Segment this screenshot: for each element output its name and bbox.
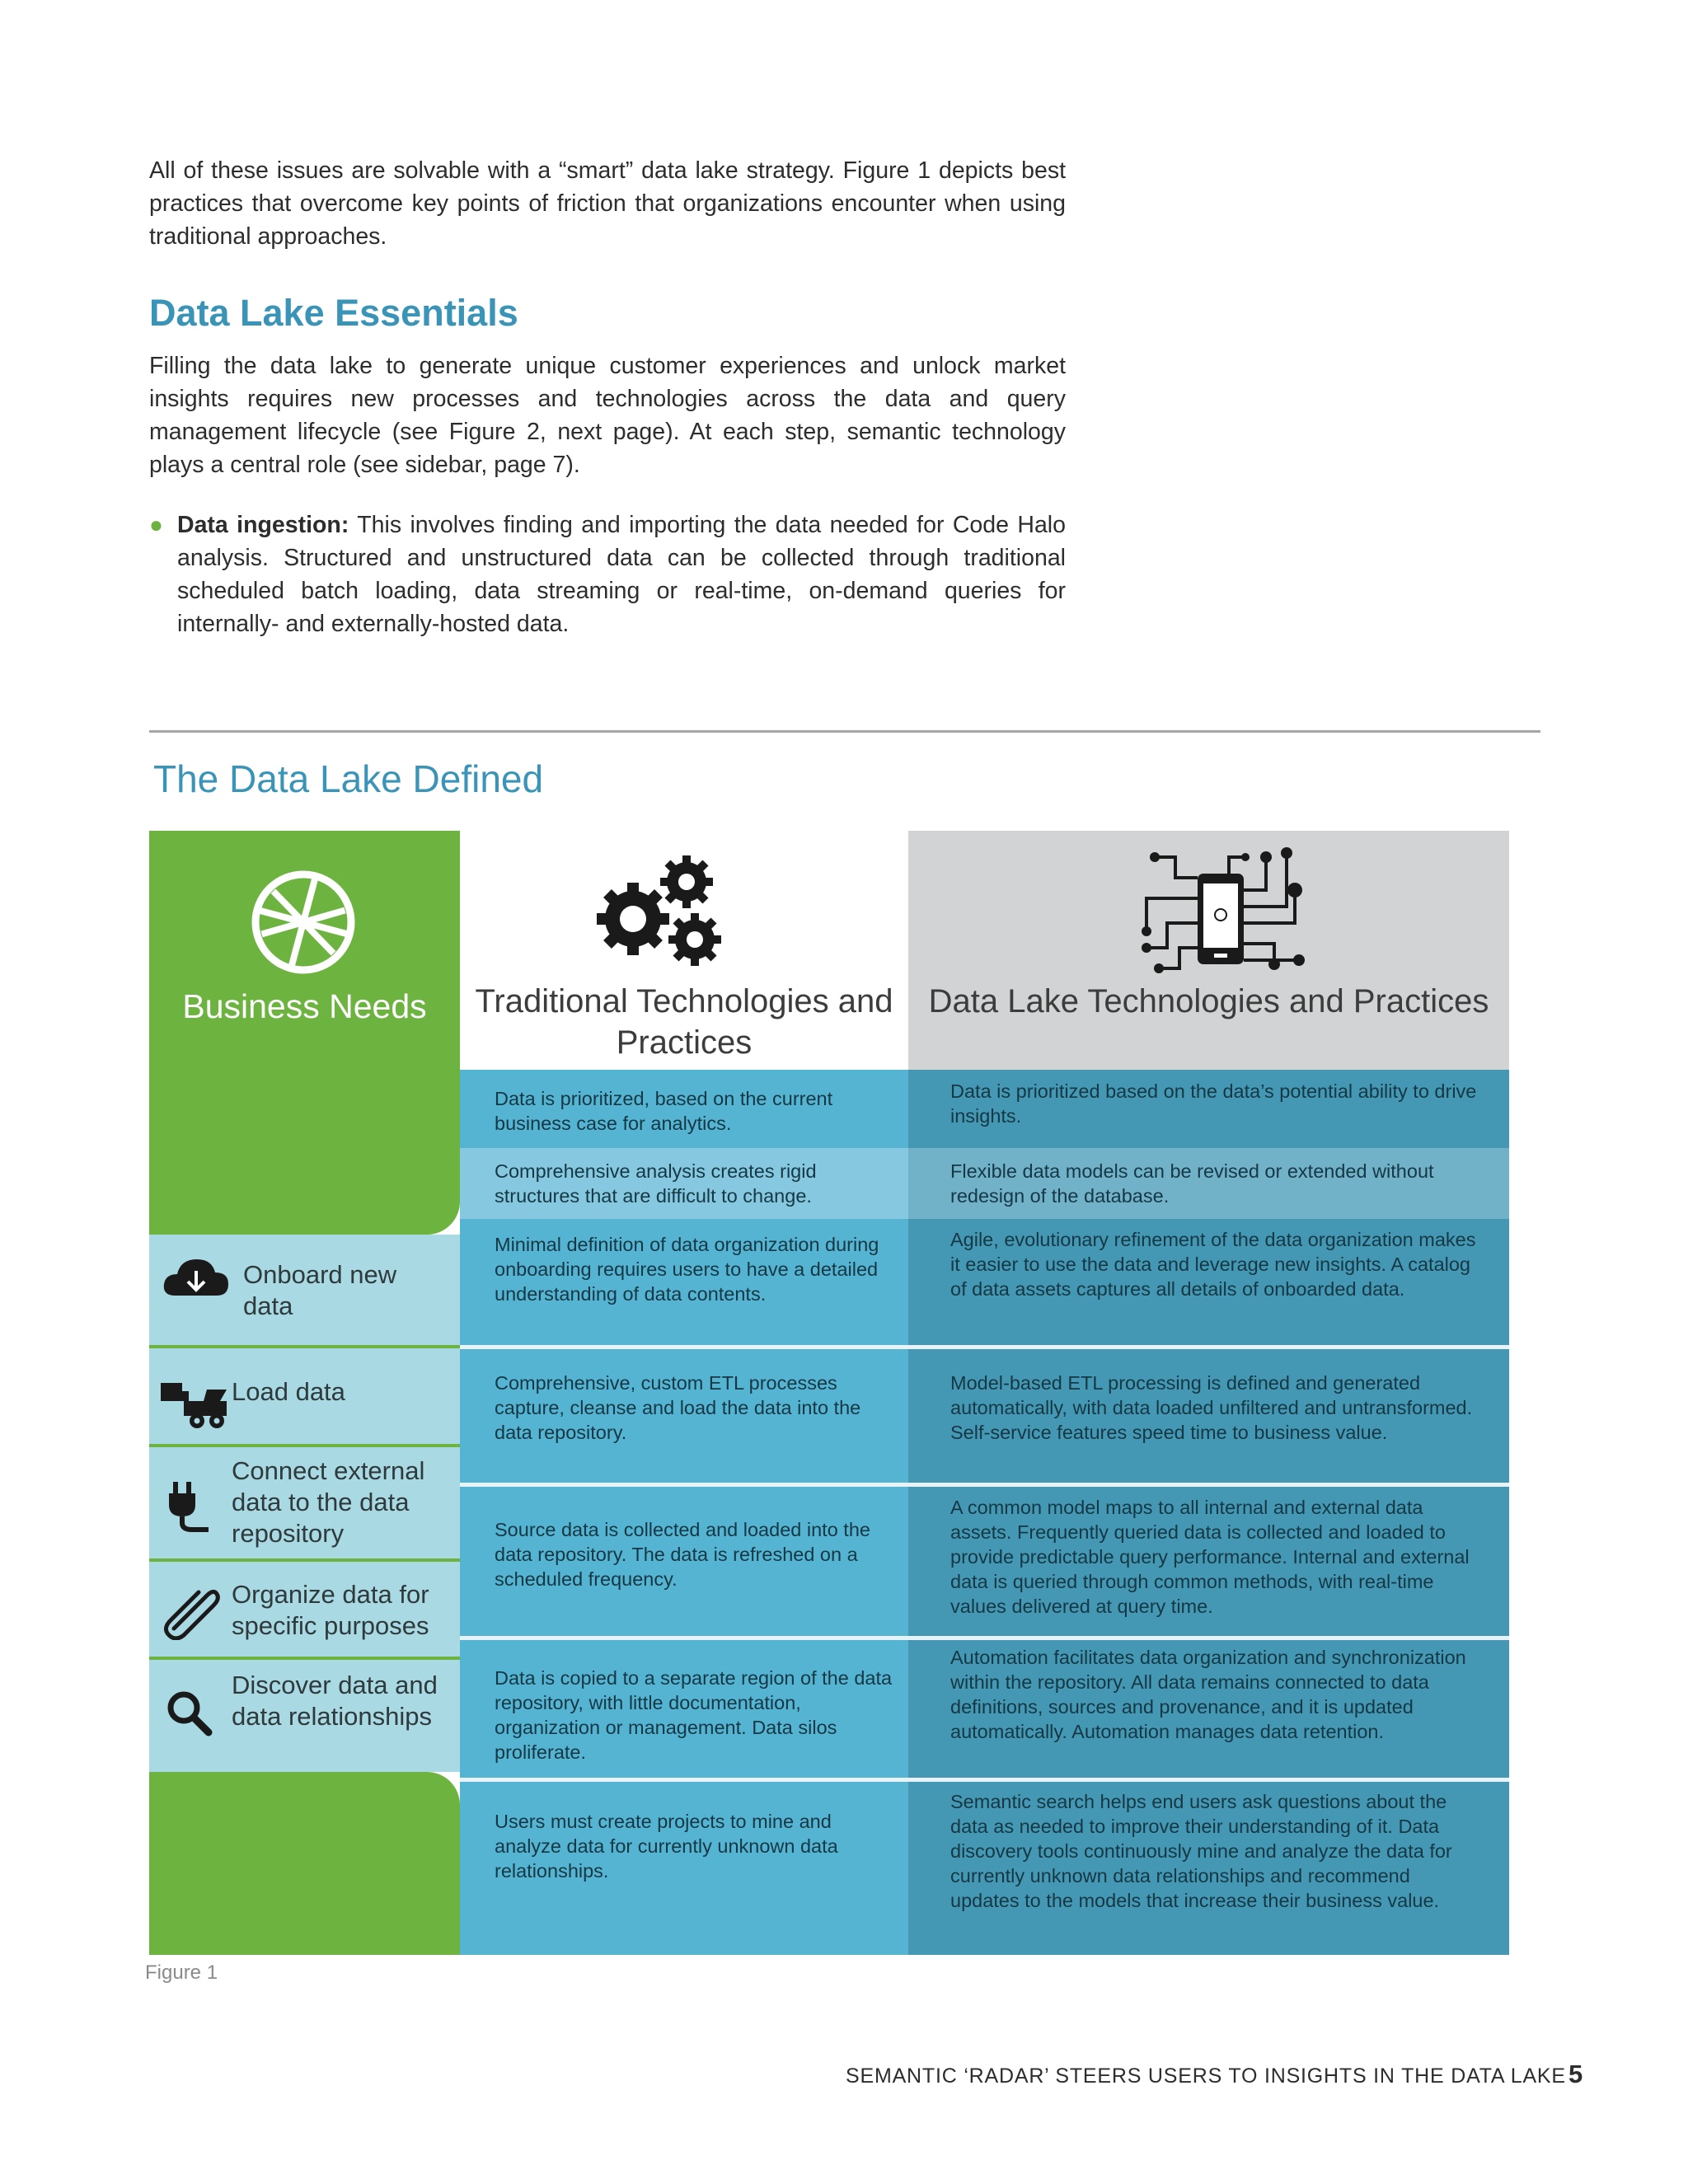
plug-icon [166, 1475, 217, 1533]
step-label: Load data [232, 1377, 345, 1406]
circuit-phone-icon [1130, 841, 1311, 981]
step-label: Discover data and data relationships [232, 1671, 438, 1731]
lake-title: Data Lake Technologies and Practices [928, 983, 1489, 1019]
globe-icon [250, 869, 357, 976]
section-heading: Data Lake Essentials [149, 292, 518, 334]
bullet-dot-icon: ● [149, 512, 163, 537]
traditional-cell: Source data is collected and loaded into the data repository. The data is refreshed on a scheduled frequency. [495, 1519, 870, 1590]
step-divider [149, 1444, 460, 1447]
business-needs-footer-panel [149, 1772, 460, 1955]
bullet-body: This involves finding and importing the data needed for Code Halo analysis. Structured and unstructured data can be collected through traditional scheduled batch loading, data streaming or real-time, on-demand queries for internally- and externally-hosted data. [177, 512, 1066, 637]
lake-cell: Automation facilitates data organization and synchronization within the repository. All data remains connected to data definitions, sources and provenance, and it is updated automatically. Automation manages data retention. [950, 1647, 1466, 1742]
bullet-item [149, 509, 1066, 640]
business-needs-title: Business Needs [182, 987, 427, 1025]
traditional-cell: Data is copied to a separate region of the data repository, with little documentation, organization or management. Data silos proliferate. [495, 1667, 893, 1763]
divider [149, 730, 1540, 733]
magnifier-icon [164, 1688, 213, 1737]
footer-title: SEMANTIC ‘RADAR’ STEERS USERS TO INSIGHTS IN THE DATA LAKE [846, 2064, 1566, 2088]
step-divider [149, 1558, 460, 1562]
lake-cell: Semantic search helps end users ask questions about the data as needed to improve their understanding of it. Data discovery tools continuously mine and analyze the data for currently unknown data relationships and recommend updates to the models that increase their business value. [950, 1791, 1452, 1911]
intro-paragraph: All of these issues are solvable with a “smart” data lake strategy. Figure 1 depicts best practices that overcome key points of friction that organizations encounter when using traditional approaches. [149, 157, 1066, 250]
step-divider [149, 1345, 460, 1348]
cloud-download-icon [161, 1253, 232, 1302]
row-divider [460, 1345, 1509, 1349]
figure-data-lake [149, 831, 1509, 1955]
row-divider [460, 1636, 1509, 1640]
lake-cell: Agile, evolutionary refinement of the data organization makes it easier to use the data and leverage new insights. A catalog of data assets captures all details of onboarded data. [950, 1229, 1476, 1300]
traditional-cell: Comprehensive, custom ETL processes capture, cleanse and load the data into the data repository. [495, 1372, 861, 1443]
page-number: 5 [1568, 2060, 1583, 2088]
traditional-title: Traditional Technologies and Practices [475, 983, 893, 1061]
bullet-lead: Data ingestion: [177, 512, 349, 538]
lake-cell: Data is prioritized based on the data’s potential ability to drive insights. [950, 1080, 1477, 1127]
lake-cell: Flexible data models can be revised or extended without redesign of the database. [950, 1160, 1434, 1207]
forklift-icon [157, 1376, 230, 1431]
traditional-cell: Users must create projects to mine and analyze data for currently unknown data relationships. [495, 1811, 838, 1882]
traditional-cell: Data is prioritized, based on the current business case for analytics. [495, 1088, 833, 1134]
row-divider [460, 1778, 1509, 1782]
gears-icon [588, 849, 736, 972]
essentials-paragraph: Filling the data lake to generate unique customer experiences and unlock market insights requires new processes and technologies across the data and query management lifecycle (see Figure 2, next page). At each step, semantic technology plays a central role (see sidebar, page 7). [149, 353, 1066, 478]
bullet-text [177, 509, 1066, 640]
step-divider [149, 1657, 460, 1660]
step-label: Connect external data to the data repository [232, 1456, 425, 1548]
lake-cell: Model-based ETL processing is defined and generated automatically, with data loaded unfiltered and untransformed. Self-service features speed time to business value. [950, 1372, 1473, 1443]
row-divider [460, 1483, 1509, 1487]
step-label: Onboard new data [243, 1260, 397, 1320]
step-label: Organize data for specific purposes [232, 1580, 429, 1640]
figure-caption: Figure 1 [145, 1961, 218, 1984]
lake-cell: A common model maps to all internal and external data assets. Frequently queried data is collected and loaded to provide predictable query performance. Internal and external data is queried through common methods, with real-time values delivered at query time. [950, 1497, 1470, 1617]
traditional-cell: Minimal definition of data organization during onboarding requires users to have a detailed understanding of data contents. [495, 1234, 879, 1305]
paperclip-icon [159, 1582, 222, 1640]
traditional-cell: Comprehensive analysis creates rigid structures that are difficult to change. [495, 1160, 817, 1207]
figure-title: The Data Lake Defined [153, 757, 544, 800]
